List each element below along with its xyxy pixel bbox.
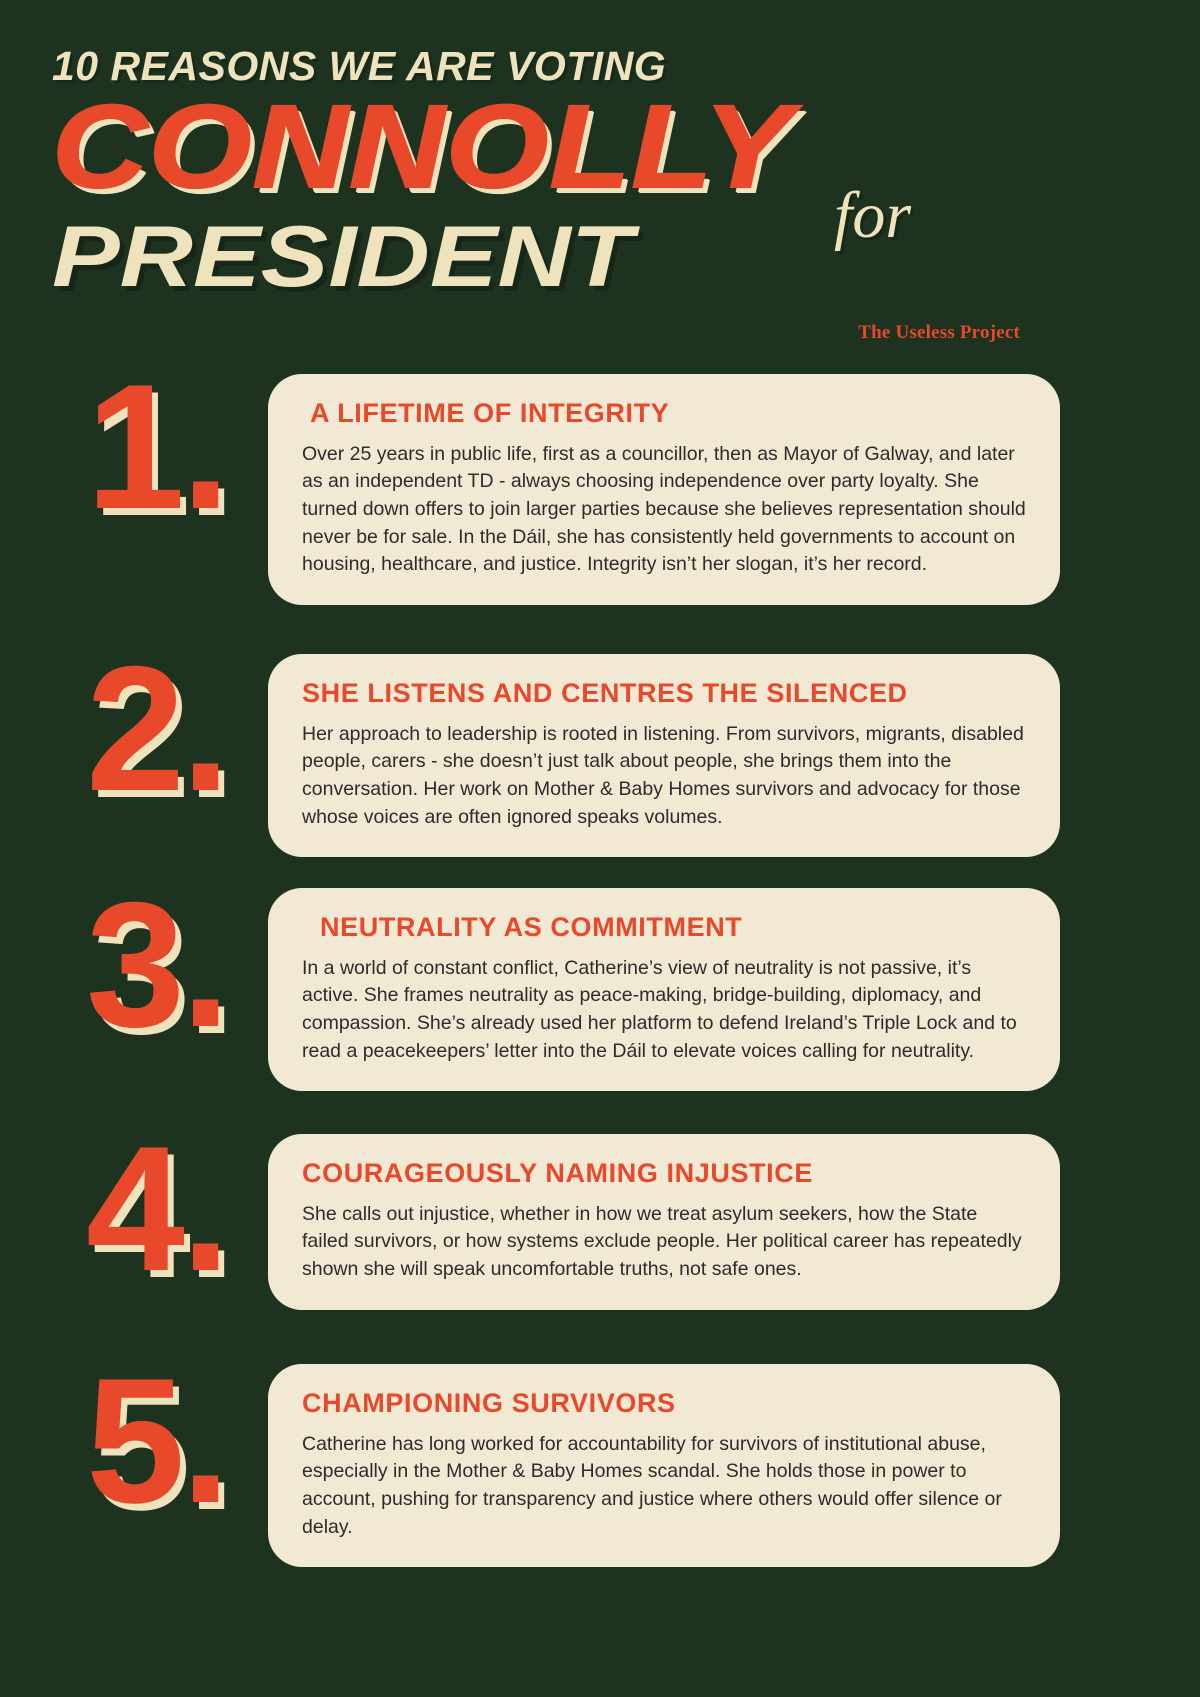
reason-card: [268, 1364, 1060, 1568]
byline: The Useless Project: [858, 321, 1020, 343]
reason-number: 1.: [86, 346, 227, 546]
list-item: [0, 346, 1060, 640]
reasons-list: [0, 346, 1200, 1568]
reason-title: A LIFETIME OF INTEGRITY: [310, 397, 670, 428]
reason-body: In a world of constant conflict, Catherine’s view of neutrality is not passive, it’s active. She frames neutrality as peace-making, bridge-building, diplomacy, and compassion. She’s already used her platform to defend Ireland’s Triple Lock and to read a peacekeepers’ letter into the Dáil to elevate voices calling for neutrality.: [302, 956, 1017, 1062]
reason-card: [268, 888, 1060, 1092]
list-item: [0, 1108, 1060, 1348]
reason-body: Her approach to leadership is rooted in listening. From survivors, migrants, disabled people, carers - she doesn’t just talk about people, she brings them into the conversation. Her work on Mother & Baby Homes survivors and advocacy for those whose voices are often ignored speaks volumes.: [302, 722, 1024, 828]
reason-number-wrap: [86, 628, 266, 840]
headline-kicker: 10 REASONS WE ARE VOTING: [52, 43, 667, 89]
list-item: [0, 864, 1060, 1116]
reason-title: NEUTRALITY AS COMMITMENT: [320, 911, 743, 942]
reason-number: 2.: [86, 628, 227, 828]
for-word: for: [834, 178, 912, 252]
list-item: [0, 1340, 1060, 1568]
reason-number: 3.: [86, 864, 227, 1064]
reason-number-wrap: [86, 864, 266, 1076]
reason-card: [268, 1134, 1060, 1310]
reason-card: [268, 654, 1060, 858]
poster-header: [0, 0, 1200, 344]
reason-title: COURAGEOUSLY NAMING INJUSTICE: [302, 1157, 813, 1188]
candidate-name: CONNOLLY: [52, 81, 793, 213]
reason-number: 4.: [86, 1108, 227, 1308]
office-title: PRESIDENT: [52, 208, 633, 305]
reason-number-wrap: [86, 1108, 266, 1320]
reason-title: CHAMPIONING SURVIVORS: [302, 1387, 676, 1418]
reason-number: 5.: [86, 1340, 227, 1540]
office-line: [52, 178, 1200, 305]
list-item: [0, 628, 1060, 878]
reason-number-wrap: [86, 1340, 266, 1552]
reason-body: Catherine has long worked for accountability for survivors of institutional abuse, especially in the Mother & Baby Homes scandal. She holds those in power to account, pushing for transparency and justice where others would offer silence or delay.: [302, 1432, 1002, 1538]
reason-title: SHE LISTENS AND CENTRES THE SILENCED: [302, 677, 908, 708]
reason-body: She calls out injustice, whether in how we treat asylum seekers, how the State failed survivors, or how systems exclude people. Her political career has repeatedly shown she will speak uncomfortable truths, not safe ones.: [302, 1202, 1022, 1280]
reason-card: [268, 374, 1060, 605]
reason-body: Over 25 years in public life, first as a councillor, then as Mayor of Galway, and later as an independent TD - always choosing independence over party loyalty. She turned down offers to join larger parties because she believes representation should never be for sale. In the Dáil, she has consistently held governments to account on housing, healthcare, and justice. Integrity isn’t her slogan, it’s her record.: [302, 442, 1026, 576]
reason-number-wrap: [86, 346, 266, 558]
